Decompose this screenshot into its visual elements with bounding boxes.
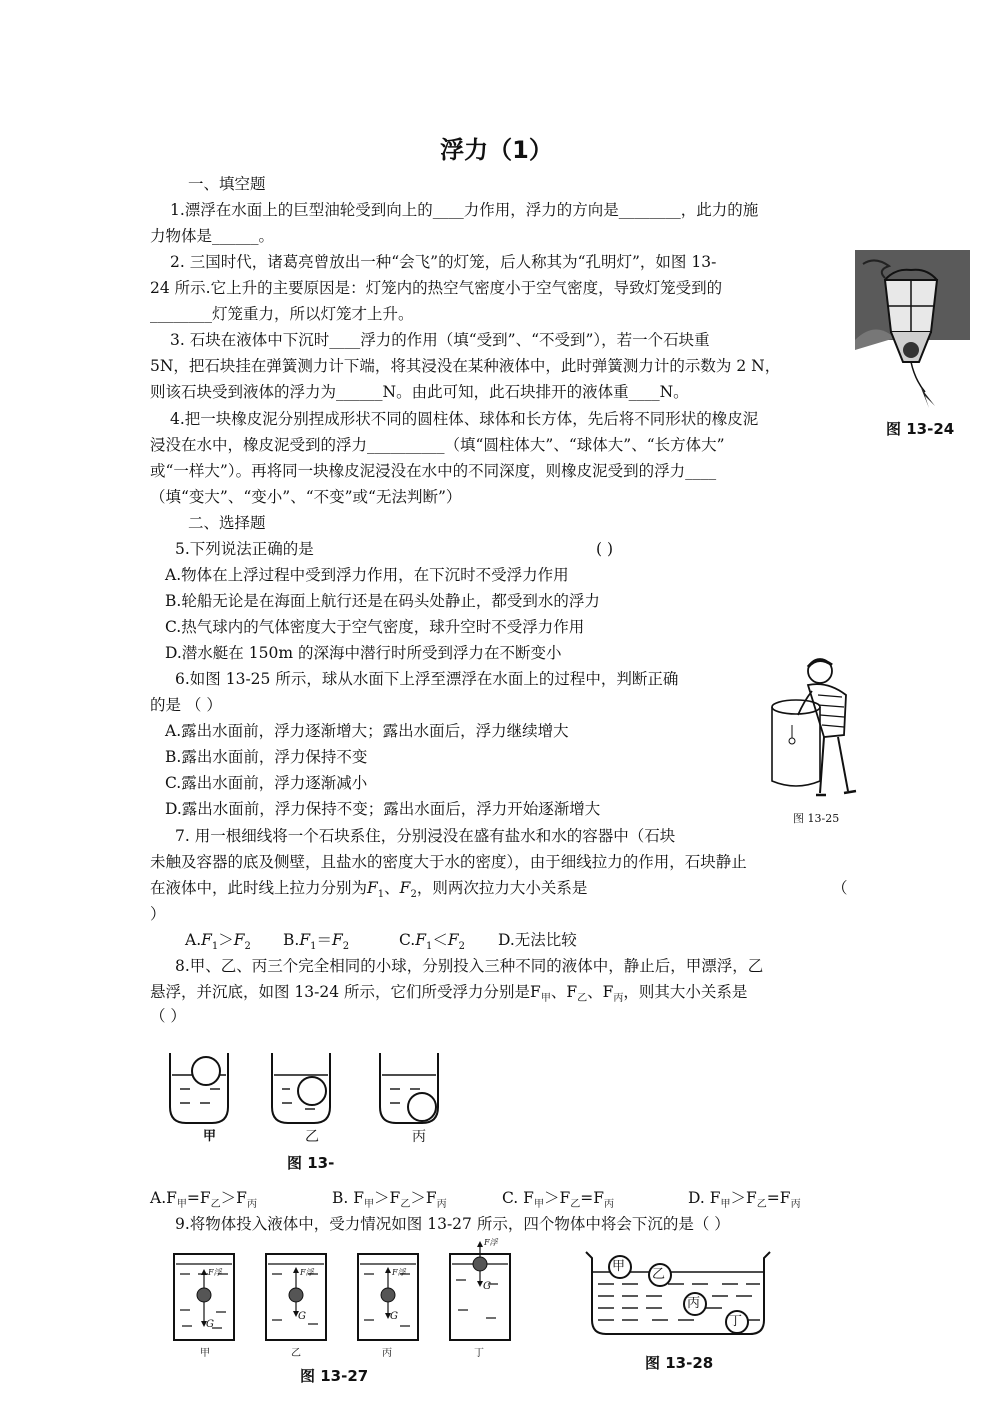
fig1327-force-buoyancy-1: F浮 — [208, 1268, 222, 1277]
fig1327-force-buoyancy-4: F浮 — [484, 1238, 498, 1247]
tank-body — [772, 707, 820, 786]
fig1327-ball-3 — [381, 1288, 395, 1302]
q8-stem-line1: 8.甲、乙、丙三个完全相同的小球，分别投入三种不同的液体中，静止后，甲漂浮，乙 — [175, 957, 764, 975]
q3-line2: 5N，把石块挂在弹簧测力计下端，将其浸没在某种液体中，此时弹簧测力计的示数为 2 N， — [150, 357, 781, 375]
fig1328-caption: 图 13-28 — [645, 1354, 714, 1372]
q6-option-a: A.露出水面前，浮力逐渐增大；露出水面后，浮力继续增大 — [165, 722, 569, 740]
fig-q8-label-yi: 乙 — [305, 1129, 319, 1145]
q5-option-a: A.物体在上浮过程中受到浮力作用，在下沉时不受浮力作用 — [165, 566, 569, 584]
fig1324-caption: 图 13-24 — [886, 420, 955, 438]
q5-option-b: B.轮船无论是在海面上航行还是在码头处静止，都受到水的浮力 — [165, 592, 600, 610]
fig1327-force-gravity-1: G — [206, 1319, 214, 1330]
q5-option-d: D.潜水艇在 150m 的深海中潜行时所受到浮力在不断变小 — [165, 644, 562, 662]
q2-line1: 2. 三国时代，诸葛亮曾放出一种“会飞”的灯笼，后人称其为“孔明灯”，如图 13- — [170, 253, 717, 271]
q7-option-c: $C.F_1<F_2$ — [399, 931, 466, 953]
q4-line2: 浸没在水中，橡皮泥受到的浮力__________（填“圆柱体大”、“球体大”、“长方体大” — [150, 436, 725, 454]
q5-answer-paren: ( ) — [596, 540, 614, 558]
fig1328-label-jia: 甲 — [612, 1259, 626, 1274]
q7-option-d: D.无法比较 — [498, 931, 577, 949]
ball-sunk — [408, 1093, 436, 1121]
tank-rim — [772, 700, 820, 714]
q2-line3: ________灯笼重力，所以灯笼才上升。 — [150, 305, 414, 323]
fig1328-label-ding: 丁 — [729, 1314, 743, 1329]
q8-stem-line2: 悬浮，并沉底，如图 13-24 所示，它们所受浮力分别是$F_甲$、$F_乙$、$F_丙$，则其大小关系是 — [150, 983, 748, 1005]
q6-option-b: B.露出水面前，浮力保持不变 — [165, 748, 368, 766]
q6-option-c: C.露出水面前，浮力逐渐减小 — [165, 774, 368, 792]
fig1327-ball-2 — [289, 1288, 303, 1302]
q2-line2: 24 所示.它上升的主要原因是：灯笼内的热空气密度小于空气密度，导致灯笼受到的 — [150, 279, 723, 297]
section-fill-in: 一、填空题 — [188, 175, 266, 193]
q7-paren-close: ） — [150, 905, 166, 923]
q6-stem-line2: 的是 （ ） — [150, 696, 222, 714]
figure-13-28 — [582, 1250, 774, 1340]
q7-stem-line2: 未触及容器的底及侧壁，且盐水的密度大于水的密度），由于细线拉力的作用，石块静止 — [150, 853, 747, 871]
figure-13-25-person-tank — [768, 655, 860, 805]
q7-paren-open: （ — [832, 879, 848, 897]
q7-option-b: $B.F_1=F_2$ — [283, 931, 350, 953]
fig1327-force-buoyancy-3: F浮 — [392, 1268, 406, 1277]
fig-q8-label-bing: 丙 — [412, 1129, 426, 1145]
fig1327-force-buoyancy-2: F浮 — [300, 1268, 314, 1277]
q5-option-c: C.热气球内的气体密度大于空气密度，球升空时不受浮力作用 — [165, 618, 585, 636]
person-shirt — [808, 684, 846, 737]
figure-13-24-lantern — [855, 250, 970, 410]
q5-stem: 5.下列说法正确的是 — [175, 540, 314, 558]
q6-stem-line1: 6.如图 13-25 所示，球从水面下上浮至漂浮在水面上的过程中，判断正确 — [175, 670, 679, 688]
q4-line4: （填“变大”、“变小”、“不变”或“无法判断”） — [150, 488, 462, 506]
fig-q8-caption: 图 13- — [287, 1154, 335, 1172]
q8-option-b: B. $F_甲>F_乙>F_丙$ — [332, 1189, 447, 1211]
fig1325-caption: 图 13-25 — [793, 812, 840, 825]
q8-option-d: D. $F_甲>F_乙=F_丙$ — [688, 1189, 801, 1211]
ball-floating — [192, 1057, 220, 1085]
fig1327-force-gravity-4: G — [483, 1281, 491, 1292]
q7-stem-line1: 7. 用一根细线将一个石块系住，分别浸没在盛有盐水和水的容器中（石块 — [175, 827, 676, 845]
section-choice: 二、选择题 — [188, 514, 266, 532]
q8-option-c: C. $F_甲>F_乙=F_丙$ — [502, 1189, 614, 1211]
q4-line1: 4.把一块橡皮泥分别捏成形状不同的圆柱体、球体和长方体，先后将不同形状的橡皮泥 — [170, 410, 759, 428]
fig1327-label-yi: 乙 — [291, 1348, 301, 1359]
fig1327-label-bing: 丙 — [382, 1348, 392, 1359]
figure-13-27 — [168, 1240, 513, 1345]
q7-option-a: $A.F_1>F_2$ — [185, 931, 251, 953]
fig1327-ball-1 — [197, 1288, 211, 1302]
fig1327-label-jia: 甲 — [200, 1348, 210, 1359]
fig1327-force-gravity-2: G — [298, 1311, 306, 1322]
q3-line3: 则该石块受到液体的浮力为______N。由此可知，此石块排开的液体重____N。 — [150, 383, 689, 401]
ball-suspended — [298, 1077, 326, 1105]
q1-line2: 力物体是______。 — [150, 227, 275, 245]
q3-line1: 3. 石块在液体中下沉时____浮力的作用（填“受到”、“不受到”），若一个石块重 — [170, 331, 710, 349]
q7-stem-line3: 在液体中，此时线上拉力分别为$F_1$、$F_2$，则两次拉力大小关系是 — [150, 879, 588, 901]
q8-stem-line3: （ ） — [150, 1007, 186, 1025]
fig1327-ball-4 — [473, 1257, 487, 1271]
q4-line3: 或“一样大”）。再将同一块橡皮泥浸没在水中的不同深度，则橡皮泥受到的浮力____ — [150, 462, 717, 480]
fig1328-label-bing: 丙 — [687, 1296, 701, 1311]
fig1327-caption: 图 13-27 — [300, 1367, 369, 1385]
q6-option-d: D.露出水面前，浮力保持不变；露出水面后，浮力开始逐渐增大 — [165, 800, 601, 818]
q8-option-a: $A.F_甲=F_乙>F_丙$ — [150, 1189, 257, 1211]
page-title: 浮力（1） — [440, 136, 553, 164]
fig1327-force-gravity-3: G — [390, 1311, 398, 1322]
fig1328-label-yi: 乙 — [652, 1267, 666, 1282]
fig-q8-label-jia: 甲 — [203, 1129, 217, 1144]
fig1327-label-ding: 丁 — [474, 1348, 484, 1359]
q1-line1: 1.漂浮在水面上的巨型油轮受到向上的____力作用，浮力的方向是________，此力的施 — [170, 201, 759, 219]
q9-stem: 9.将物体投入液体中，受力情况如图 13-27 所示，四个物体中将会下沉的是（ ） — [175, 1215, 730, 1233]
